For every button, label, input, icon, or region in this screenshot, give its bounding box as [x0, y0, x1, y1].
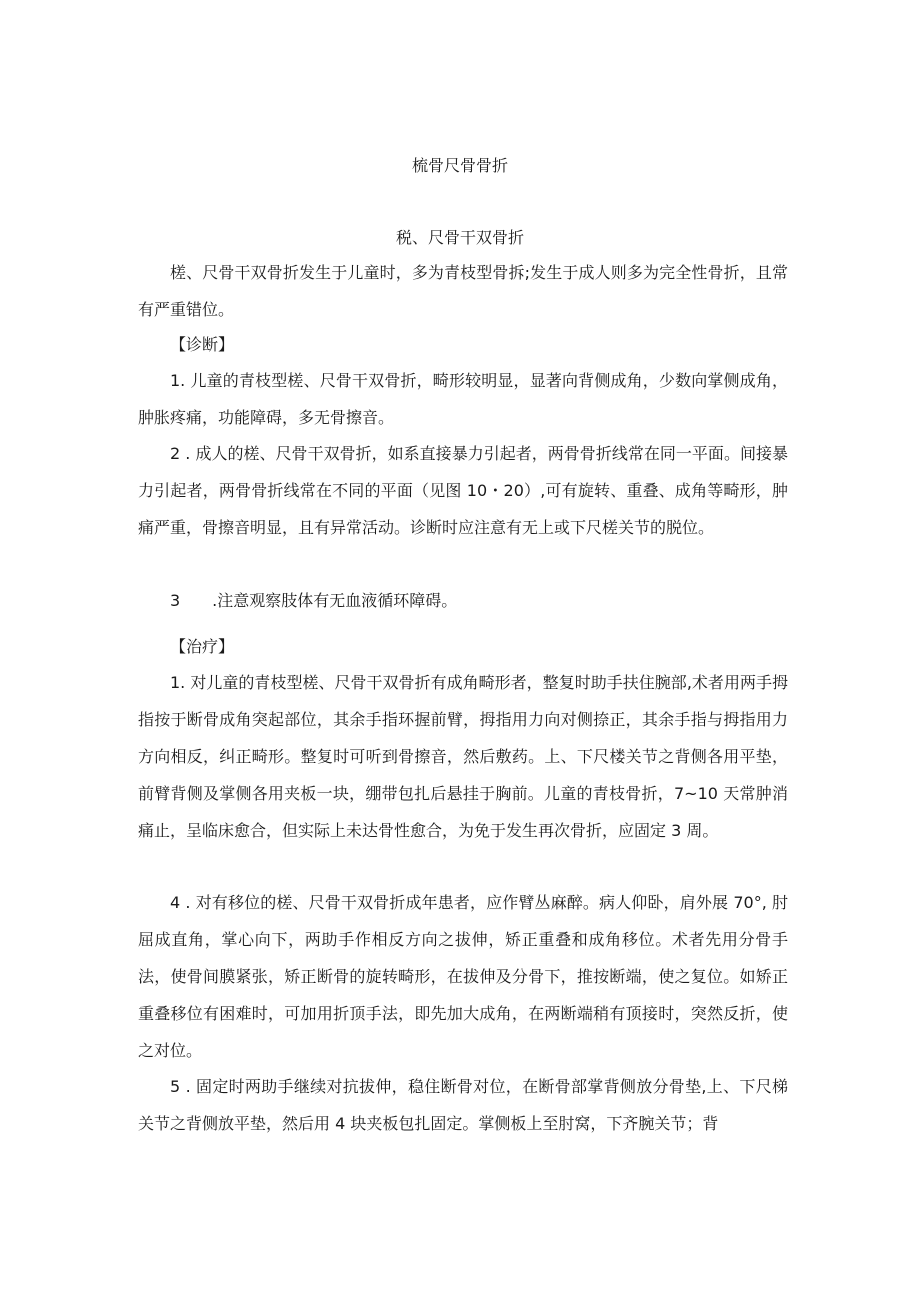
intro-paragraph: 槎、尺骨干双骨折发生于儿童时，多为青枝型骨拆;发生于成人则多为完全性骨折，且常有严重错位。 [138, 263, 788, 319]
diagnosis-heading-block [138, 333, 788, 357]
treatment-item-5-block [138, 1068, 788, 1142]
treatment-item: 5 . 固定时两助手继续对抗拔伸，稳住断骨对位，在断骨部掌背侧放分骨垫,上、下尺梯关节之背侧放平垫，然后用 4 块夹板包扎固定。掌侧板上至肘窝，下齐腕关节；背 [138, 1077, 788, 1133]
section-title: 税、尺骨干双骨折 [395, 228, 524, 247]
treatment-item: 4 . 对有移位的槎、尺骨干双骨折成年患者，应作臂丛麻醉。病人仰卧，肩外展 70°, 肘屈成直角，掌心向下，两助手作相反方向之拔伸，矫正重叠和成角移位。术者先用分骨手法，使骨间膜紧张，矫正断骨的旋转畸形，在拔伸及分骨下，推按断端，使之复位。如矫正重叠移位有困难时，可加用折顶手法，即先加大成角，在两断端稍有顶接时，突然反折，使之对位。 [138, 893, 788, 1060]
diagnosis-item-3-block [138, 589, 788, 613]
treatment-heading-block [138, 635, 788, 659]
intro-block [138, 254, 788, 328]
diagnosis-item: 3 .注意观察肢体有无血液循环障碍。 [170, 591, 458, 610]
treatment-item-1-block [138, 664, 788, 849]
diagnosis-item-1-block [138, 362, 788, 436]
treatment-item-4-block [138, 884, 788, 1069]
treatment-item: 1. 对儿童的青枝型槎、尺骨干双骨折有成角畸形者，整复时助手扶住腕部,术者用两手拇指按于断骨成角突起部位，其余手指环握前臂，拇指用力向对侧捺正，其余手指与拇指用力方向相反，纠正畸形。整复时可听到骨擦音，然后敷药。上、下尺楼关节之背侧各用平垫，前臂背侧及掌侧各用夹板一块，绷带包扎后悬挂于胸前。儿童的青枝骨折，7~10 天常肿消痛止，呈临床愈合，但实际上未达骨性愈合，为免于发生再次骨折，应固定 3 周。 [138, 673, 788, 840]
diagnosis-item: 2 . 成人的槎、尺骨干双骨折，如系直接暴力引起者，两骨骨折线常在同一平面。间接暴力引起者，两骨骨折线常在不同的平面（见图 10・20）,可有旋转、重叠、成角等畸形，肿痛严重，骨擦音明显，且有异常活动。诊断时应注意有无上或下尺槎关节的脱位。 [138, 444, 788, 537]
document-title: 梳骨尺骨骨折 [411, 156, 508, 175]
diagnosis-item-2-block [138, 435, 788, 546]
diagnosis-heading: 【诊断】 [170, 335, 235, 354]
diagnosis-item: 1. 儿童的青枝型槎、尺骨干双骨折，畸形较明显，显著向背侧成角，少数向掌侧成角，肿胀疼痛，功能障碍，多无骨擦音。 [138, 371, 788, 427]
treatment-heading: 【治疗】 [170, 637, 235, 656]
